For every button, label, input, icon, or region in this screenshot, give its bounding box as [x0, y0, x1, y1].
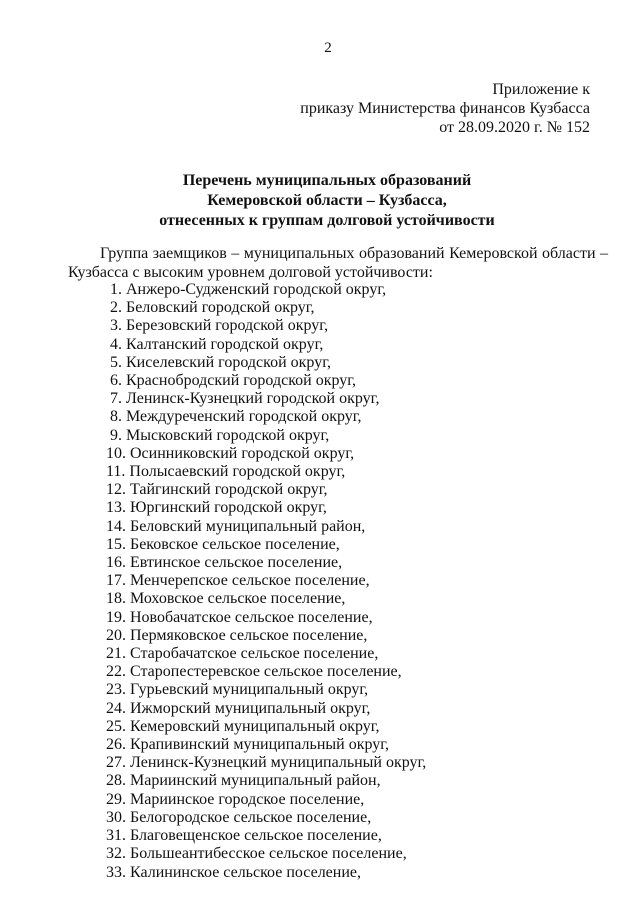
- list-item: [106, 827, 426, 845]
- list-item-text: Калининское сельское поселение,: [130, 863, 362, 881]
- list-item: [106, 317, 426, 335]
- list-item: [106, 536, 426, 554]
- list-item: [106, 645, 426, 663]
- list-item-text: Благовещенское сельское поселение,: [130, 827, 382, 845]
- list-item-text: Гурьевский муниципальный округ,: [130, 681, 369, 699]
- list-item-number: 28.: [106, 772, 126, 790]
- list-item-number: 12.: [106, 481, 126, 499]
- list-item-text: Осинниковский городской округ,: [130, 444, 355, 462]
- list-item-number: 14.: [106, 517, 126, 535]
- list-item-text: Мысковский городской округ,: [126, 426, 330, 444]
- list-item: [106, 390, 426, 408]
- list-item: [106, 700, 426, 718]
- list-item-number: 20.: [106, 626, 126, 644]
- list-item: [106, 845, 426, 863]
- list-item: [106, 572, 426, 590]
- list-item-number: 19.: [106, 608, 126, 626]
- list-item-text: Мариинский муниципальный район,: [130, 772, 381, 790]
- list-item-number: 5.: [110, 353, 122, 371]
- list-item-text: Анжеро-Судженский городской округ,: [126, 281, 387, 298]
- list-item-number: 6.: [110, 372, 122, 390]
- municipality-list: [106, 281, 426, 882]
- list-item-text: Новобачатское сельское поселение,: [130, 608, 373, 626]
- title-line-1: Перечень муниципальных образований: [182, 172, 472, 189]
- list-item-number: 25.: [106, 717, 126, 735]
- list-item-number: 11.: [106, 463, 126, 481]
- list-item-number: 13.: [106, 499, 126, 517]
- list-item-text: Старобачатское сельское поселение,: [130, 645, 379, 663]
- list-item-text: Калтанский городской округ,: [126, 335, 324, 353]
- list-item-number: 15.: [106, 535, 126, 553]
- list-item-text: Междуреченский городской округ,: [126, 408, 362, 426]
- list-item-number: 17.: [106, 572, 126, 590]
- appendix-line-1: Приложение к: [492, 81, 590, 98]
- list-item-number: 33.: [106, 863, 126, 881]
- list-item-text: Белогородское сельское поселение,: [130, 808, 372, 826]
- list-item: [106, 354, 426, 372]
- list-item-text: Полысаевский городской округ,: [129, 463, 346, 481]
- list-item-number: 22.: [106, 663, 126, 681]
- list-item-number: 1.: [110, 281, 122, 298]
- list-item-number: 31.: [106, 827, 126, 845]
- title-line-3: отнесенных к группам долговой устойчивости: [159, 212, 495, 229]
- list-item: [106, 463, 426, 481]
- list-item-number: 10.: [106, 444, 126, 462]
- list-item: [106, 663, 426, 681]
- list-item: [106, 281, 426, 299]
- appendix-line-3: от 28.09.2020 г. № 152: [439, 119, 590, 136]
- list-item-number: 16.: [106, 554, 126, 572]
- list-item-number: 26.: [106, 736, 126, 754]
- list-item: [106, 554, 426, 572]
- list-item-text: Старопестеревское сельское поселение,: [130, 663, 402, 681]
- list-item-number: 30.: [106, 808, 126, 826]
- list-item-text: Беловский муниципальный район,: [130, 517, 366, 535]
- list-item-number: 2.: [110, 299, 122, 317]
- list-item-number: 4.: [110, 335, 122, 353]
- list-item-number: 7.: [110, 390, 122, 408]
- list-item: [106, 791, 426, 809]
- list-item: [106, 427, 426, 445]
- list-item: [106, 754, 426, 772]
- list-item-text: Менчерепское сельское поселение,: [130, 572, 370, 590]
- list-item-text: Киселевский городской округ,: [126, 353, 331, 371]
- list-item: [106, 627, 426, 645]
- list-item-text: Евтинское сельское поселение,: [130, 554, 343, 572]
- list-item: [106, 481, 426, 499]
- list-item: [106, 590, 426, 608]
- list-item-number: 32.: [106, 845, 126, 863]
- list-item-text: Пермяковское сельское поселение,: [130, 626, 368, 644]
- list-item-number: 29.: [106, 790, 126, 808]
- list-item: [106, 718, 426, 736]
- list-item-text: Большеантибесское сельское поселение,: [130, 845, 407, 863]
- appendix-header: [300, 80, 590, 137]
- list-item-text: Краснобродский городской округ,: [126, 372, 357, 390]
- list-item-number: 18.: [106, 590, 126, 608]
- list-item: [106, 408, 426, 426]
- list-item-number: 9.: [110, 426, 122, 444]
- list-item-number: 3.: [110, 317, 122, 335]
- title-line-2: Кемеровской области – Кузбасса,: [207, 192, 447, 209]
- list-item-number: 23.: [106, 681, 126, 699]
- document-title: [0, 171, 640, 231]
- intro-paragraph: Группа заемщиков – муниципальных образований Кемеровской области – Кузбасса с высоким уровнем долговой устойчивости:: [68, 245, 608, 281]
- list-item-text: Ижморский муниципальный округ,: [130, 699, 371, 717]
- list-item: [106, 445, 426, 463]
- list-item-text: Беловский городской округ,: [126, 299, 315, 317]
- list-item-number: 21.: [106, 645, 126, 663]
- list-item: [106, 372, 426, 390]
- list-item-text: Тайгинский городской округ,: [130, 481, 328, 499]
- list-item-text: Бековское сельское поселение,: [130, 535, 340, 553]
- page-number: 2: [324, 40, 332, 56]
- list-item-text: Мариинское городское поселение,: [130, 790, 365, 808]
- list-item-text: Ленинск-Кузнецкий городской округ,: [126, 390, 380, 408]
- list-item: [106, 681, 426, 699]
- list-item-number: 24.: [106, 699, 126, 717]
- appendix-line-2: приказу Министерства финансов Кузбасса: [300, 100, 590, 117]
- list-item-text: Березовский городской округ,: [126, 317, 329, 335]
- list-item-number: 27.: [106, 754, 126, 772]
- list-item: [106, 499, 426, 517]
- list-item-text: Моховское сельское поселение,: [130, 590, 346, 608]
- list-item-number: 8.: [110, 408, 122, 426]
- list-item: [106, 609, 426, 627]
- list-item: [106, 336, 426, 354]
- list-item: [106, 809, 426, 827]
- list-item: [106, 772, 426, 790]
- list-item: [106, 736, 426, 754]
- list-item: [106, 518, 426, 536]
- list-item-text: Кемеровский муниципальный округ,: [130, 717, 380, 735]
- list-item-text: Юргинский городской округ,: [130, 499, 327, 517]
- list-item: [106, 864, 426, 882]
- list-item-text: Крапивинский муниципальный округ,: [130, 736, 390, 754]
- list-item-text: Ленинск-Кузнецкий муниципальный округ,: [130, 754, 427, 772]
- list-item: [106, 299, 426, 317]
